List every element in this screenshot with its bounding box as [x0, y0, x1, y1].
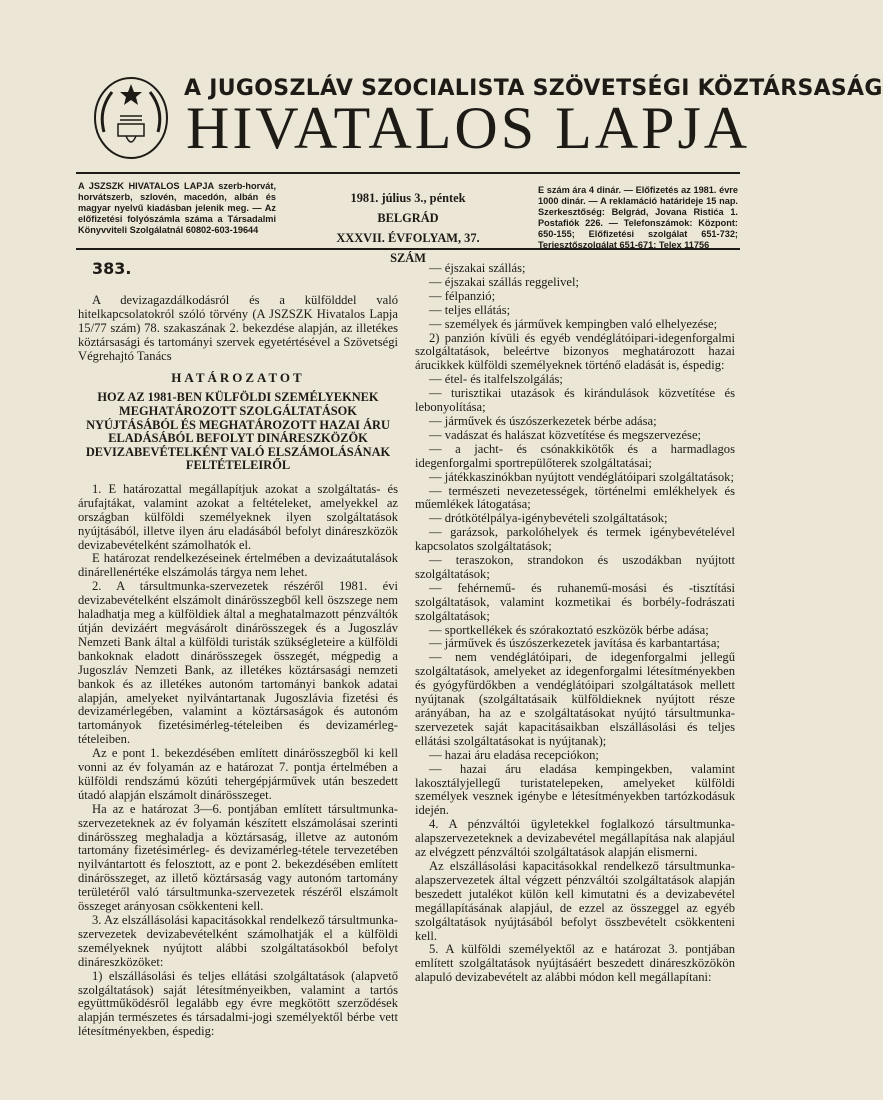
paragraph: 2) panzión kívüli és egyéb vendéglátóipari-idegenforgalmi szolgáltatások, beleértve bizonyos meghatározott hazai árucikkek külföldi személyeknek történő eladását is, éspedig:: [415, 330, 735, 373]
right-column: [415, 262, 735, 985]
list-item: — étel- és italfelszolgálás;: [429, 372, 563, 387]
paragraph: Az elszállásolási kapacitásokkal rendelkező társultmunka-alapszervezetek által végzett pénzváltói szolgáltatások alapján beszedett jutalékot külön kell kimutatni és a devizabevétel megállapításának alapjául, de ezzel az összeggel az egyéb szolgáltatások nyújtásából befolyt összbevételt csökkenteni kell.: [415, 858, 735, 943]
issue-place: BELGRÁD: [377, 211, 439, 225]
list-item: — garázsok, parkolóhelyek és termek igénybevételével kapcsolatos szolgáltatások;: [415, 525, 735, 554]
list-item: — vadászat és halászat közvetítése és megszervezése;: [429, 427, 702, 442]
list-item: — éjszakai szállás reggelivel;: [429, 274, 580, 289]
issue-info: [318, 188, 498, 268]
paragraph: 1. E határozattal megállapítjuk azokat a szolgáltatás- és árufajtákat, valamint azokat a feltételeket, amelyekkel az országban külföldi személyeknek ilyen szolgáltatások nyújtásából, illetve ilyen áru eladásából befolyt dináreszközök devizabevételként számolhatók el.: [78, 481, 398, 552]
subscription-info: E szám ára 4 dinár. — Előfizetés az 1981. évre 1000 dinár. — A reklamáció határideje 15 nap. Szerkesztőség: Belgrád, Jovana Ristića 1. Postafiók 226. — Telefonszámok: Központ: 650-155; Előfizetési szolgálat 651-732; Terjesztőszolgálat 651-671; Telex 11756: [538, 185, 738, 250]
paragraph: E határozat rendelkezéseinek értelmében a devizaátutalások dinárellenértéke elszámolás tárgya nem lehet.: [78, 551, 398, 580]
list-item: — félpanzió;: [429, 288, 496, 303]
paragraph: 3. Az elszállásolási kapacitásokkal rendelkező társultmunka-szervezetek devizabevételként számolhatják el a külföldi személyeknek nyújtott alábbi szolgáltatásokból befolyt dináreszközöket:: [78, 913, 398, 969]
list-item: — sportkellékek és szórakoztató eszközök bérbe adása;: [429, 622, 709, 637]
paragraph: Ha az e határozat 3—6. pontjában említett társultmunka-szervezeteknek az év folyamán készített elszámolásai szerinti dinárösszeg meghaladja a köztársaság, illetve az autonóm tartomány fizetésimérleg- és devizamérleg-tétele tervezetében nyilvántartott és felosztott, az e pont 2. bekezdésében említett dinárösszeget, az illető köztársaság vagy autonóm tartomány területéről való társultmunka-szervezetek részéről elszámolt összeget arányosan csökkenteni kell.: [78, 801, 398, 914]
header-rule-top: [76, 172, 740, 174]
list-item: — hazai áru eladása kempingekben, valamint lakosztályjellegű turistatelepeken, amelyeket külföldi személyek vesznek igénybe e létesítményekben tartózkodásuk idején.: [415, 761, 735, 818]
list-item: — a jacht- és csónakkikötők és a harmadlagos idegenforgalmi sportrepülőterek szolgáltatásai;: [415, 441, 735, 470]
list-item: — játékkaszinókban nyújtott vendéglátóipari szolgáltatások;: [429, 469, 734, 484]
list-item: — drótkötélpálya-igénybevételi szolgáltatások;: [429, 511, 668, 526]
list-item: — nem vendéglátóipari, de idegenforgalmi jellegű szolgáltatások, amelyeket az idegenforgalmi létesítményekben és gyógyfürdőkben a vendéglátóipari szolgáltatások mellett nyújtanak (szolgáltatásaik külföldieknek nyújtott része arányában, ha az e szolgáltatásokat nyújtó társultmunka-szervezetek saját kapacitásaikban elszállásolási és teljes ellátási szolgáltatásokat is nyújtanak);: [415, 650, 735, 748]
list-item: — éjszakai szállás;: [429, 261, 526, 275]
list-item: — járművek és úszószerkezetek bérbe adása;: [429, 413, 657, 428]
paragraph: Az e pont 1. bekezdésében említett dinárösszegből ki kell vonni az év folyamán az e határozat 7. pontja értelmében a külföldi rendszámú közúti tehergépjárművek után beszedett útadó alapján elszámolt dinárösszeget.: [78, 746, 398, 802]
list-item: — teraszokon, strandokon és uszodákban nyújtott szolgáltatások;: [415, 553, 735, 581]
list-item: — személyek és járművek kempingben való elhelyezése;: [429, 316, 718, 331]
left-column: [78, 259, 398, 1039]
paragraph: 5. A külföldi személyektől az e határozat 3. pontjában említett szolgáltatások nyújtásáért beszedett dináreszközökön alapuló devizabevételt az alábbi módon kell megállapítani:: [415, 942, 735, 985]
decision-title: HOZ AZ 1981-BEN KÜLFÖLDI SZEMÉLYEKNEK MEGHATÁROZOTT SZOLGÁLTATÁSOK NYÚJTÁSÁBÓL ÉS MEGHATÁROZOTT HAZAI ÁRU ELADÁSÁBÓL BEFOLYT DINÁRESZKÖZÖK DEVIZABEVÉTELKÉNT VALÓ ELSZÁMOLÁSÁNAK FELTÉTELEIRŐL: [85, 390, 391, 473]
paragraph: 2. A társultmunka-szervezetek részéről 1981. évi devizabevételként elszámolt dinárösszegből kell öszszege nem haladhatja meg a külföldiek által a meghatalmazott pénzváltók útján devizáért megvásárolt dinárösszegek és a Jugoszláv Nemzeti Bank által a külföldi turisták szükségleteire a külföldi bankoknak eladott dinárösszegek összegét, mégpedig a Jugoszláv Nemzeti Bank, az illetékes köztársasági nemzeti bankok és az illetékes autonóm tartományi bankok adatai alapján, amelyeket nyilvántartanak Jugoszlávia fizetési és devizamérlegében, valamint a köztársaságok és autonóm tartományok fizetésimérleg-tételeiben és devizamérleg-tételeiben.: [78, 579, 398, 747]
masthead-title: HIVATALOS LAPJA: [186, 95, 751, 161]
publication-info: A JSZSZK HIVATALOS LAPJA szerb-horvát, horvátszerb, szlovén, macedón, albán és magyar nyelvű kiadásban jelenik meg. — Az előfizetési folyószámla száma a Társadalmi Könyvviteli Szolgálatnál 60802-603-19644: [78, 181, 276, 235]
list-item: — járművek és úszószerkezetek javítása és karbantartása;: [429, 636, 720, 651]
paragraph: 1) elszállásolási és teljes ellátási szolgáltatások (alapvető szolgáltatások) saját létesítményeikben, valamint a tartós együttműködésről legalább egy évre megkötött szerződések alapján természetes és társadalmi-jogi személyektől bérbe vett létesítményekben, éspedig:: [78, 968, 398, 1039]
intro-paragraph: A devizagazdálkodásról és a külfölddel való hitelkapcsolatokról szóló törvény (A JSZSZK Hivatalos Lapja 15/77 szám) 78. szakaszának 2. bekezdése alapján, az illetékes köztársasági és tartományi szervek egyetértésével a Szövetségi Végrehajtó Tanács: [78, 292, 398, 363]
decision-number: 383.: [92, 259, 132, 278]
list-item: — turisztikai utazások és kirándulások közvetítése és lebonyolítása;: [415, 386, 735, 415]
header-rule-bottom: [76, 248, 740, 250]
issue-volume: XXXVII. ÉVFOLYAM, 37. SZÁM: [336, 231, 480, 265]
list-item: — természeti nevezetességek, történelmi emlékhelyek és műemlékek látogatása;: [415, 483, 735, 512]
list-item: — hazai áru eladása recepciókon;: [429, 747, 599, 762]
list-item: — teljes ellátás;: [429, 302, 511, 317]
decision-heading: HATÁROZATOT: [171, 370, 305, 386]
issue-date: 1981. július 3., péntek: [350, 191, 466, 205]
paragraph: 4. A pénzváltói ügyletekkel foglalkozó társultmunka-alapszervezeteknek a devizabevétel megállapítása nak alapjául az elvégzett pénzváltói szolgáltatások alapján elismerni.: [415, 817, 735, 860]
republic-name: A JUGOSZLÁV SZOCIALISTA SZÖVETSÉGI KÖZTÁRSASÁG: [184, 76, 883, 101]
coat-of-arms-icon: [88, 72, 174, 164]
list-item: — fehérnemű- és ruhanemű-mosási és -tisztítási szolgáltatások, valamint kozmetikai és borbély-fodrászati szolgáltatások;: [415, 580, 735, 623]
